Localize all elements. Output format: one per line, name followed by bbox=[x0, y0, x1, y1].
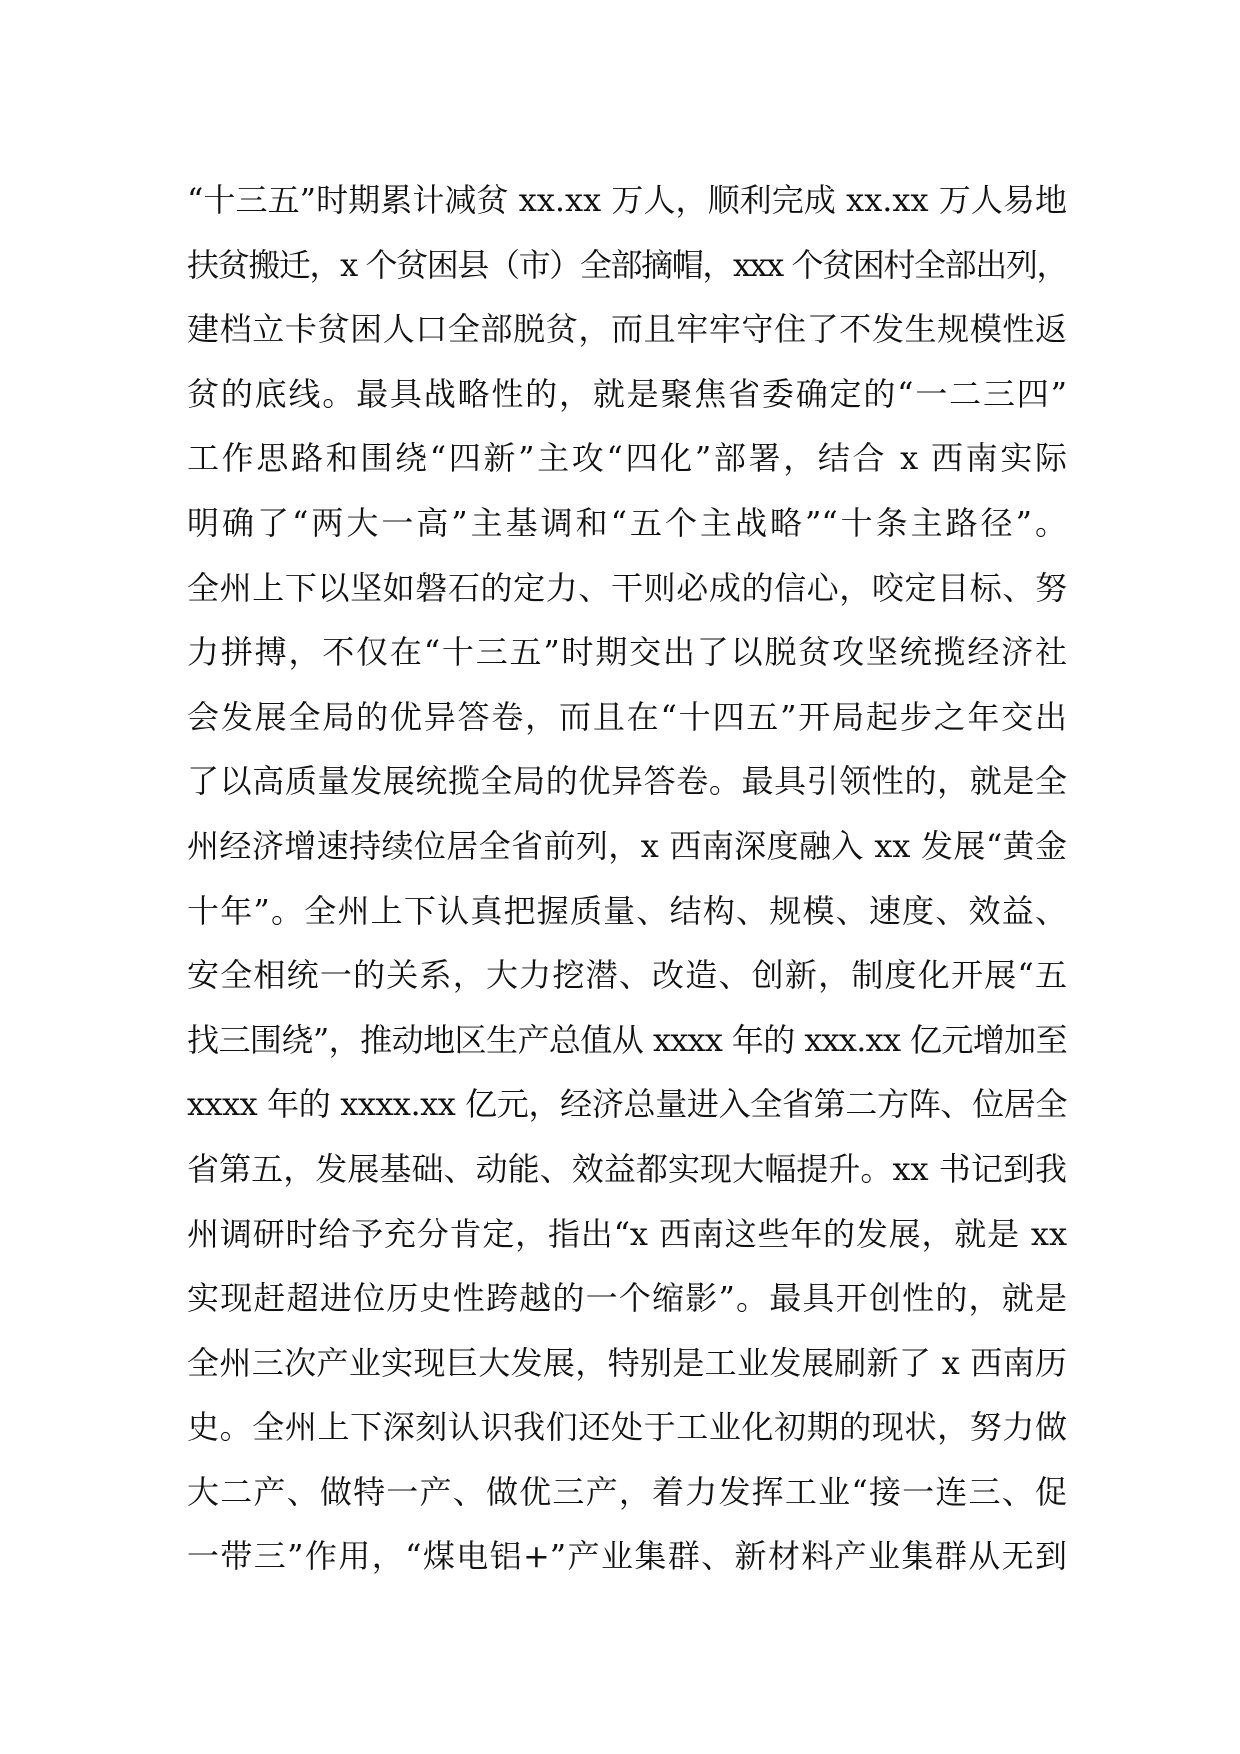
paragraph-line: 史。全州上下深刻认识我们还处于工业化初期的现状，努力做 bbox=[187, 1408, 1067, 1447]
paragraph-line: “十三五”时期累计减贫 xx.xx 万人，顺利完成 xx.xx 万人易地 bbox=[187, 181, 1067, 219]
paragraph-line: 全州三次产业实现巨大发展，特别是工业发展刷新了 x 西南历 bbox=[187, 1343, 1067, 1382]
paragraph-line: 力拼搏，不仅在“十三五”时期交出了以脱贫攻坚统揽经济社 bbox=[187, 633, 1067, 672]
paragraph-line: 找三围绕”，推动地区生产总值从 xxxx 年的 xxx.xx 亿元增加至 bbox=[187, 1020, 1067, 1059]
paragraph-line: 工作思路和围绕“四新”主攻“四化”部署，结合 x 西南实际 bbox=[187, 439, 1067, 478]
paragraph-line: 州经济增速持续位居全省前列，x 西南深度融入 xx 发展“黄金 bbox=[187, 826, 1067, 865]
paragraph-line: 实现赶超进位历史性跨越的一个缩影”。最具开创性的，就是 bbox=[187, 1279, 1067, 1318]
body-paragraph bbox=[187, 168, 1067, 1589]
paragraph-line: 大二产、做特一产、做优三产，着力发挥工业“接一连三、促 bbox=[187, 1472, 1067, 1511]
paragraph-line: 扶贫搬迁，x 个贫困县（市）全部摘帽，xxx 个贫困村全部出列， bbox=[187, 245, 1067, 284]
paragraph-line: 安全相统一的关系，大力挖潜、改造、创新，制度化开展“五 bbox=[187, 956, 1067, 995]
paragraph-line: 了以高质量发展统揽全局的优异答卷。最具引领性的，就是全 bbox=[187, 762, 1067, 801]
paragraph-line: 明确了“两大一高”主基调和“五个主战略”“十条主路径”。 bbox=[187, 503, 1067, 542]
paragraph-line: 州调研时给予充分肯定，指出“x 西南这些年的发展，就是 xx bbox=[187, 1214, 1067, 1253]
paragraph-line: 省第五，发展基础、动能、效益都实现大幅提升。xx 书记到我 bbox=[187, 1149, 1067, 1188]
paragraph-line: xxxx 年的 xxxx.xx 亿元，经济总量进入全省第二方阵、位居全 bbox=[187, 1085, 1067, 1124]
paragraph-line: 一带三”作用，“煤电铝+”产业集群、新材料产业集群从无到 bbox=[187, 1537, 1067, 1576]
paragraph-line: 贫的底线。最具战略性的，就是聚焦省委确定的“一二三四” bbox=[187, 374, 1067, 413]
paragraph-line: 会发展全局的优异答卷，而且在“十四五”开局起步之年交出 bbox=[187, 697, 1067, 736]
paragraph-line: 十年”。全州上下认真把握质量、结构、规模、速度、效益、 bbox=[187, 891, 1067, 930]
paragraph-line: 全州上下以坚如磐石的定力、干则必成的信心，咬定目标、努 bbox=[187, 568, 1067, 607]
paragraph-line: 建档立卡贫困人口全部脱贫，而且牢牢守住了不发生规模性返 bbox=[187, 310, 1067, 349]
